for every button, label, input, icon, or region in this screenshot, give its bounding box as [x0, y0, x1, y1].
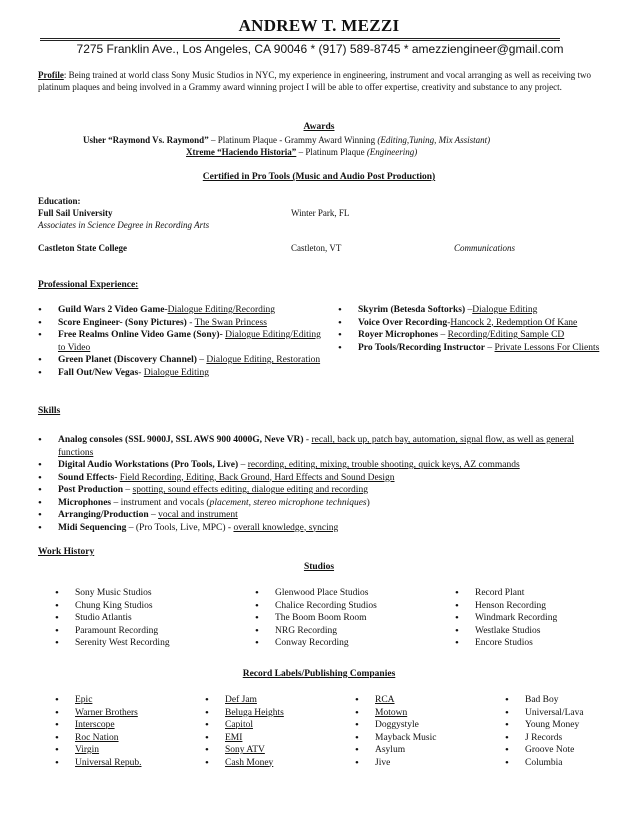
label-item: • Warner Brothers [55, 707, 195, 720]
award-item [83, 134, 583, 146]
studio-item: • The Boom Boom Room [255, 612, 445, 625]
label-item: • Jive [355, 757, 495, 770]
label-item: • Mayback Music [355, 732, 495, 745]
studio-item: • Encore Studios [455, 637, 605, 650]
labels-column-4 [505, 694, 615, 769]
studio-item: • Serenity West Recording [55, 637, 245, 650]
skill-link[interactable]: recall, back up, patch bay, automation, signal flow, as well as general functions [58, 435, 575, 458]
label-item: • RCA [355, 694, 495, 707]
label-item: • J Records [505, 732, 615, 745]
labels-column-2 [205, 694, 345, 769]
skill-item: • Post Production – spotting, sound effects editing, dialogue editing and recording [38, 484, 600, 497]
label-item: • Bad Boy [505, 694, 615, 707]
experience-link[interactable]: Dialogue Editing [472, 305, 538, 315]
skill-link[interactable]: overall knowledge, syncing [233, 522, 339, 533]
education-heading: Education: [38, 196, 81, 206]
label-item: • Asylum [355, 744, 495, 757]
studios-heading: Studios [303, 562, 335, 572]
label-item: • Doggystyle [355, 719, 495, 732]
skills-list [38, 434, 600, 534]
award-item [186, 146, 586, 158]
studio-item: • Henson Recording [455, 600, 605, 613]
skills-heading: Skills [38, 406, 61, 416]
skill-item: • Microphones – instrument and vocals (placement, stereo microphone techniques) [38, 497, 600, 510]
studio-item: • Conway Recording [255, 637, 445, 650]
profile-label: Profile [38, 70, 64, 80]
experience-item: • Green Planet (Discovery Channel) – Dialogue Editing, Restoration [38, 354, 323, 367]
label-item: • Motown [355, 707, 495, 720]
skill-link[interactable]: vocal and instrument [158, 510, 238, 520]
experience-item: • Royer Microphones – Recording/Editing Sample CD [338, 329, 600, 342]
award-detail: – Platinum Plaque [296, 147, 367, 157]
contact-line: 7275 Franklin Ave., Los Angeles, CA 90046 * (917) 589-8745 * amezziengineer@gmail.com [76, 42, 564, 56]
header-rule-top [40, 38, 560, 39]
studio-item: • Westlake Studios [455, 625, 605, 638]
certified-heading: Certified in Pro Tools (Music and Audio Post Production) [202, 172, 436, 182]
school-name: Full Sail University [38, 208, 113, 218]
school-location: Winter Park, FL [291, 208, 350, 218]
header-rule-bottom [40, 40, 560, 41]
label-item: • Virgin [55, 744, 195, 757]
studio-item: • NRG Recording [255, 625, 445, 638]
experience-list-left [38, 304, 323, 379]
school-degree: Associates in Science Degree in Recording Arts [38, 220, 210, 230]
studios-column-3 [455, 587, 605, 650]
label-item: • Capitol [205, 719, 345, 732]
studio-item: • Record Plant [455, 587, 605, 600]
label-item: • Beluga Heights [205, 707, 345, 720]
label-item: • Sony ATV [205, 744, 345, 757]
skill-link[interactable]: Field Recording, Editing, Back Ground, Hard Effects and Sound Design [119, 472, 395, 483]
studio-item: • Chung King Studios [55, 600, 245, 613]
studio-item: • Glenwood Place Studios [255, 587, 445, 600]
label-item: • Universal/Lava [505, 707, 615, 720]
experience-item: • Pro Tools/Recording Instructor – Private Lessons For Clients [338, 342, 600, 355]
studio-item: • Chalice Recording Studios [255, 600, 445, 613]
label-item: • Epic [55, 694, 195, 707]
experience-link[interactable]: Dialogue Editing/Editing to Video [58, 330, 321, 353]
skill-item: • Arranging/Production – vocal and instrument [38, 509, 600, 522]
skill-link[interactable]: recording, editing, mixing, trouble shooting, quick keys, AZ commands [247, 460, 520, 470]
school-field: Communications [454, 243, 516, 253]
experience-item: • Score Engineer- (Sony Pictures) - The Swan Princess [38, 317, 323, 330]
studio-item: • Windmark Recording [455, 612, 605, 625]
experience-item: • Fall Out/New Vegas- Dialogue Editing [38, 367, 323, 380]
experience-link[interactable]: The Swan Princess [194, 317, 267, 328]
labels-column-3 [355, 694, 495, 769]
awards-heading: Awards [303, 122, 335, 132]
school-name: Castleton State College [38, 243, 127, 253]
award-detail: – Platinum Plaque - Grammy Award Winning [208, 135, 378, 145]
resume-name: ANDREW T. MEZZI [238, 16, 400, 35]
experience-item: • Skyrim (Betesda Softorks) –Dialogue Editing [338, 304, 600, 317]
studio-item: • Paramount Recording [55, 625, 245, 638]
label-item: • Groove Note [505, 744, 615, 757]
label-item: • Columbia [505, 757, 615, 770]
experience-item: • Free Realms Online Video Game (Sony)- Dialogue Editing/Editing to Video [38, 329, 323, 354]
skill-item: • Sound Effects- Field Recording, Editing, Back Ground, Hard Effects and Sound Design [38, 472, 600, 485]
label-item: • Cash Money [205, 757, 345, 770]
award-title: Usher “Raymond Vs. Raymond” [83, 135, 209, 145]
label-item: • Young Money [505, 719, 615, 732]
experience-link[interactable]: Recording/Editing Sample CD [447, 330, 565, 340]
label-item: • Interscope [55, 719, 195, 732]
experience-link[interactable]: Private Lessons For Clients [494, 342, 600, 353]
skill-link[interactable]: spotting, sound effects editing, dialogue editing and recording [132, 485, 368, 495]
experience-heading: Professional Experience: [38, 280, 139, 290]
studio-item: • Sony Music Studios [55, 587, 245, 600]
profile-text: : Being trained at world class Sony Music Studios in NYC, my experience in engineering, instrument and vocal arranging as well as receiving two platinum plaques and being involved in a Grammy award winning project I will be able to offer expertise, creativity and substance to any project. [38, 70, 591, 92]
school-location: Castleton, VT [291, 243, 342, 253]
skill-item: • Analog consoles (SSL 9000J, SSL AWS 900 4000G, Neve VR) - recall, back up, patch bay, automation, signal flow, as well as general functions [38, 434, 600, 459]
work-history-heading: Work History [38, 547, 95, 557]
skill-item: • Midi Sequencing – (Pro Tools, Live, MPC) - overall knowledge, syncing [38, 522, 600, 535]
label-item: • Universal Repub. [55, 757, 195, 770]
experience-link[interactable]: Dialogue Editing, Restoration [206, 355, 321, 365]
label-item: • Roc Nation [55, 732, 195, 745]
profile-section [38, 69, 598, 93]
award-role: (Engineering) [366, 147, 418, 157]
experience-item: • Guild Wars 2 Video Game-Dialogue Editing/Recording [38, 304, 323, 317]
skill-item: • Digital Audio Workstations (Pro Tools, Live) – recording, editing, mixing, trouble shooting, quick keys, AZ commands [38, 459, 600, 472]
experience-link[interactable]: Hancock 2, Redemption Of Kane [450, 317, 578, 328]
label-item: • EMI [205, 732, 345, 745]
labels-column-1 [55, 694, 195, 769]
experience-list-right [338, 304, 600, 354]
label-item: • Def Jam [205, 694, 345, 707]
studios-column-1 [55, 587, 245, 650]
labels-heading: Record Labels/Publishing Companies [242, 669, 396, 679]
award-title: Xtreme “Haciendo Historia” [186, 147, 297, 157]
studio-item: • Studio Atlantis [55, 612, 245, 625]
experience-link[interactable]: Dialogue Editing/Recording [167, 305, 276, 315]
experience-link[interactable]: Dialogue Editing [143, 367, 209, 378]
experience-item: • Voice Over Recording-Hancock 2, Redemption Of Kane [338, 317, 600, 330]
studios-column-2 [255, 587, 445, 650]
award-role: (Editing,Tuning, Mix Assistant) [377, 135, 491, 145]
